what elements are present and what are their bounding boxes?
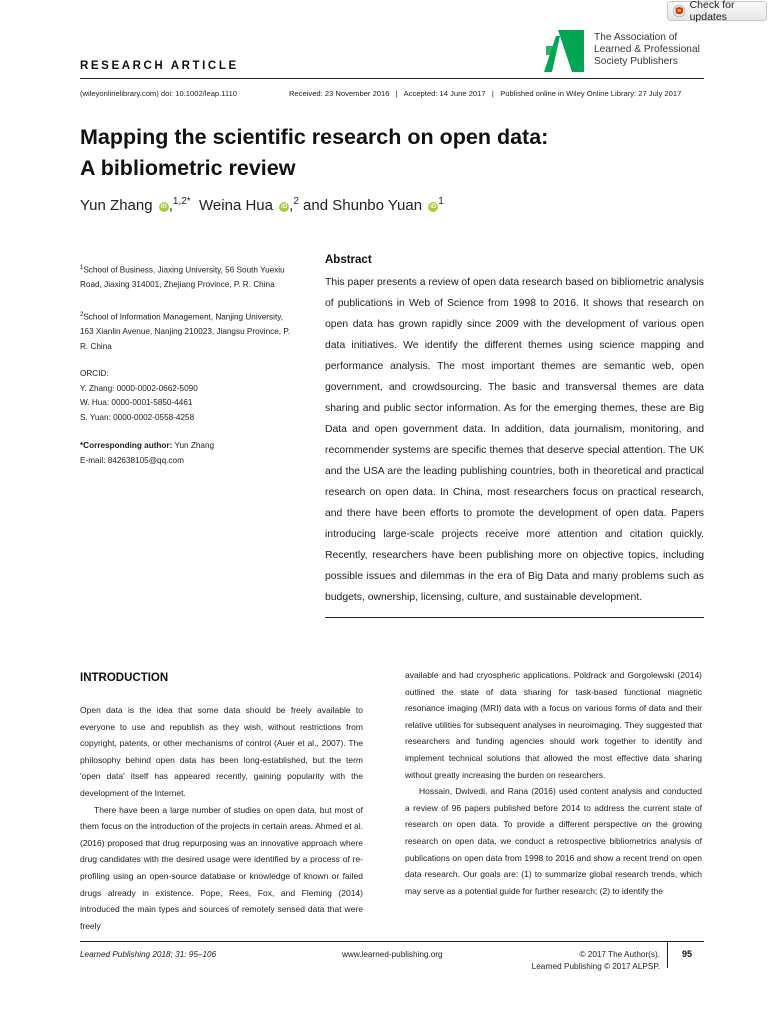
author-list: Yun Zhang iD ,$^{1,2*}$ Weina Hua iD ,$^2$ and Shunbo Yuan iD $^1$: [80, 196, 444, 214]
publisher-line: The Association of: [594, 32, 678, 43]
orcid-entry: W. Hua: 0000-0001-5850-4461: [80, 398, 193, 407]
check-for-updates-label: Check for updates: [689, 0, 735, 23]
body-paragraph: Open data is the idea that some data should be freely available to everyone to use and republish as they wish, without restrictions from copyright, patents, or other mechanisms of control (Auer et al., 2007). The philosophy behind open data has been long-established, but the term 'open data' itself has appeared recently, gaining popularity with the development of the Internet.: [80, 705, 363, 798]
abstract-text: This paper presents a review of open data research based on bibliometric analysis of publications in Web of Science from 1998 to 2016. It shows that research on open data has grown rapidly since 2009 with the development of various open data initiatives. We identify the different themes using science mapping and performance analysis. The most important themes are semantic web, open government, and crowdsourcing. The basic and transversal themes are data sharing and public sector information. As for the emerging themes, these are Big Data and open government data. In addition, data journalism, monitoring, and recommender systems are specific themes that deserve special attention. The UK and the USA are the leading publishing countries, both in theoretical and practical research on open data. In China, most researchers focus on practical research, and there have been efforts to promote the development of open data. Papers introducing large-scale projects receive more attention and citation quickly. Recently, researchers have been publishing more on objective topics, including possible issues and dilemmas in the era of Big Data and many problems such as budgets, ownership, licensing, culture, and sustainable development.: [325, 277, 704, 603]
section-label: RESEARCH ARTICLE: [80, 60, 239, 72]
check-for-updates-button[interactable]: [667, 1, 767, 21]
crossmark-icon: [673, 4, 686, 18]
orcid-icon[interactable]: iD: [281, 204, 288, 210]
corresponding-name: Yun Zhang: [172, 441, 215, 450]
copyright-notice: [526, 949, 660, 973]
orcid-block: [80, 367, 290, 425]
orcid-icon[interactable]: iD: [160, 204, 167, 210]
publisher-name: [594, 32, 700, 68]
orcid-entry: S. Yuan: 0000-0002-0558-4258: [80, 412, 195, 422]
journal-reference: Learned Publishing 2018; 31: 95–106: [80, 950, 217, 959]
copyright-line: © 2017 The Author(s).: [579, 950, 660, 959]
author-affiliation-marker: 1,2*: [172, 196, 191, 207]
copyright-line: Learned Publishing © 2017 ALPSP.: [531, 962, 660, 971]
body-paragraph: Hossain, Dwivedi, and Rana (2016) used content analysis and conducted a review of 96 papers published before 2014 to address the current state of research on open data. To provide a different perspective on the growing research on open data, we conduct a retrospective bibliometrics analysis of publications on open data from 1998 to 2016 and show a recent trend on open data research. Our goals are: (1) to summarize global research trends, which may serve as a potential guide for further research; (2) to identify the: [405, 786, 702, 896]
page-number: 95: [682, 949, 693, 959]
body-paragraph: available and had cryospheric applications. Poldrack and Gorgolewski (2014) outlined the state of data sharing for task-based functional magnetic resonance imaging (MRI) data with a focus on various forms of data and their relative utilities for subsequent analyses in neuroimaging. They suggested that researchers and funding agencies should work together to identify and implement technical solutions that allowed the most effective data sharing without greatly increasing the burden on researchers.: [405, 670, 702, 780]
journal-website[interactable]: www.learned-publishing.org: [342, 950, 443, 959]
orcid-label: ORCID:: [80, 369, 109, 378]
author-affiliation-marker: 1: [438, 196, 444, 207]
affiliation-2: $^2$School of Information Management, Nanjing University, 163 Xianlin Avenue, Nanjing 210023, Jiangsu Province, P. R. China: [80, 312, 290, 351]
publisher-line: Learned & Professional: [594, 44, 700, 55]
header-rule: [80, 78, 704, 79]
publisher-line: Society Publishers: [594, 56, 678, 67]
author-name: Yun Zhang: [80, 197, 153, 214]
corresponding-email[interactable]: E-mail: 842638105@qq.com: [80, 455, 184, 465]
corresponding-author: [80, 439, 290, 468]
doi-line: (wileyonlinelibrary.com) doi: 10.1002/leap.1110: [80, 89, 238, 98]
footer-divider: [667, 942, 668, 968]
orcid-entry: Y. Zhang: 0000-0002-0662-5090: [80, 383, 198, 393]
abstract-rule: [325, 617, 704, 618]
corresponding-label: *Corresponding author:: [80, 441, 173, 450]
author-affiliation-marker: 2: [293, 196, 299, 207]
body-column-right: [405, 667, 702, 899]
body-column-left: [80, 702, 363, 934]
title-line-1: Mapping the scientific research on open data:: [80, 125, 549, 149]
section-heading-introduction: INTRODUCTION: [80, 672, 169, 684]
author-name: Weina Hua: [199, 197, 273, 214]
alpsp-logo-icon: [542, 28, 584, 72]
author-name: Shunbo Yuan: [332, 197, 423, 214]
title-line-2: A bibliometric review: [80, 156, 296, 180]
orcid-icon[interactable]: iD: [430, 204, 437, 210]
affiliation-1: $^1$School of Business, Jiaxing University, 56 South Yuexiu Road, Jiaxing 314001, Zhejiang Province, P. R. China: [80, 265, 285, 290]
abstract-heading: Abstract: [325, 254, 372, 266]
body-paragraph: There have been a large number of studies on open data, but most of them focus on the introduction of the projects in certain areas. Ahmed et al. (2016) proposed that drug repurposing was an innovative approach where drug candidates with the desired usage were identified by a process of re-profiling using an open-source database or knowledge of known or failed drugs already in existence. Pope, Rees, Fox, and Fleming (2014) introduced the main types and sources of remotely sensed data that were freely: [80, 804, 363, 931]
dates-line: Received: 23 November 2016 | Accepted: 14 June 2017 | Published online in Wiley Online Library: 27 July 2017: [289, 89, 682, 98]
footer-rule: [80, 941, 704, 942]
article-title: [80, 122, 548, 184]
